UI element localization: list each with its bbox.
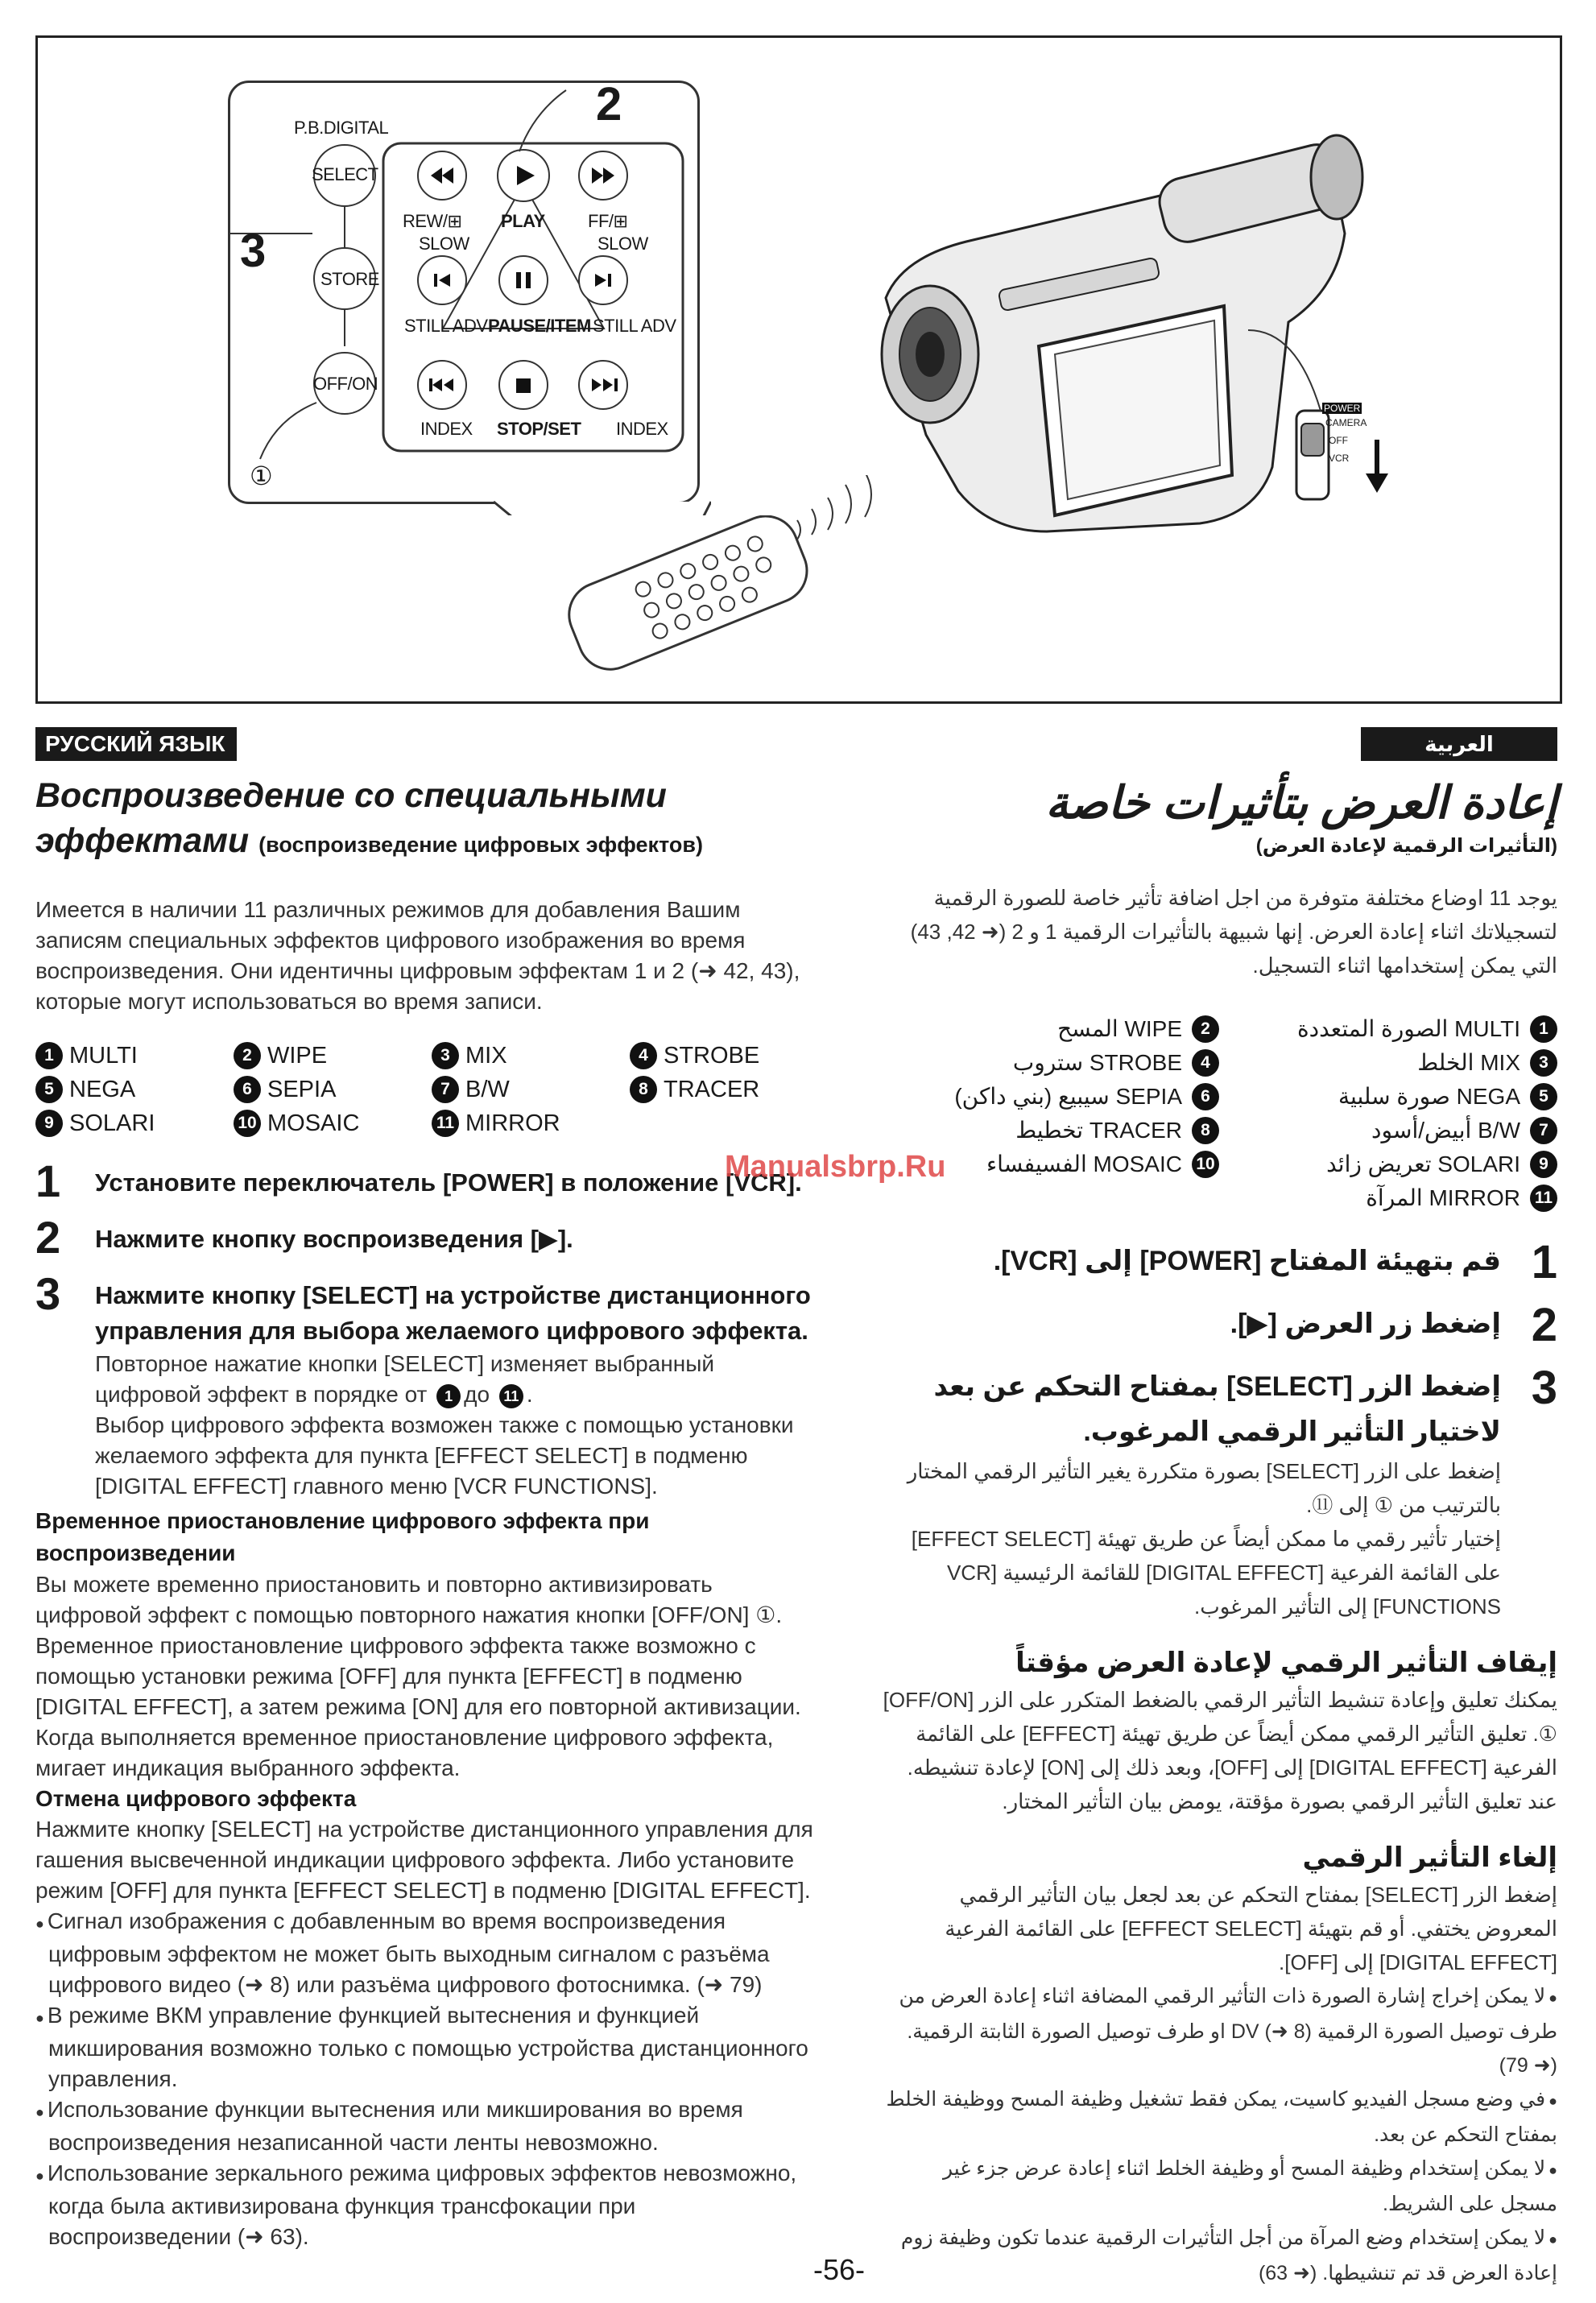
mode-label: STROBE ستروب	[1012, 1050, 1182, 1075]
slow-right-label: SLOW	[597, 234, 648, 254]
mode-number-icon: 4	[630, 1042, 657, 1069]
step-number: 3	[1531, 1362, 1557, 1414]
ar-mode-item	[1219, 1148, 1557, 1180]
mode-label: SOLARI	[69, 1110, 155, 1136]
ar-subtitle: (التأثيرات الرقمية لإعادة العرض)	[1255, 835, 1557, 857]
offon-marker: ①	[250, 461, 273, 490]
mode-label: MIRROR المرآة	[1366, 1185, 1520, 1210]
ar-step-2	[881, 1301, 1557, 1350]
ar-pause-heading: إيقاف التأثير الرقمي لإعادة العرض مؤقتاً	[1015, 1648, 1557, 1678]
mode-number-icon: 5	[1530, 1083, 1557, 1110]
mode-label: SEPIA	[267, 1077, 337, 1102]
ru-step-3	[35, 1268, 818, 1502]
ru-bullet: ● Использование зеркального режима цифровых эффектов невозможно, когда была активизирована функция трансфокации при воспроизведении (➜ 63).	[35, 2158, 818, 2252]
ar-mode-item	[1219, 1081, 1557, 1113]
mode-number-icon: 2	[234, 1042, 261, 1069]
index-left-label: INDEX	[420, 419, 473, 439]
step-number: 3	[35, 1268, 61, 1319]
mode-label: B/W	[465, 1077, 510, 1102]
ar-cancel-heading: إلغاء التأثير الرقمي	[1302, 1842, 1557, 1873]
ar-mode-item	[1219, 1114, 1557, 1147]
ru-bullet: ● В режиме ВКМ управление функцией вытеснения и функцией микширования возможно только с помощью устройства дистанционного управления.	[35, 2000, 818, 2094]
step-number: 1	[1531, 1236, 1557, 1288]
mode-label: MIX	[465, 1043, 507, 1069]
mode-label: MIRROR	[465, 1110, 560, 1136]
ru-mode-item	[35, 1040, 234, 1072]
switch-power-label: POWER	[1324, 403, 1361, 414]
ru-title-line2	[35, 818, 818, 867]
ar-cancel-text: إضغط الزر [SELECT] بمفتاح التحكم عن بعد لجعل بيان التأثير الرقمي المعروض يختفي. أو قم بتهيئة [EFFECT SELECT] على القائمة الفرعية [DIGITAL EFFECT] إلى [OFF].	[945, 1883, 1557, 1974]
switch-off-label: OFF	[1329, 435, 1348, 446]
mode-number-icon: 8	[1192, 1117, 1219, 1144]
ru-mode-item	[432, 1073, 630, 1106]
ar-intro: يوجد 11 اوضاع مختلفة متوفرة من اجل اضافة تأثير خاصة للصورة الرقمية لتسجيلاتك اثناء إعادة العرض. إنها شبيهة بالتأثيرات الرقمية 1 و 2 (➜ 42, 43) التي يمكن إستخدامها اثناء التسجيل.	[910, 886, 1557, 978]
mode-label: MOSAIC الفسيفساء	[986, 1152, 1182, 1176]
rew-label: REW/⊞	[403, 211, 462, 231]
callout-2: 2	[596, 78, 622, 130]
mode-number-icon: 9	[35, 1110, 63, 1137]
mode-label: SEPIA سيبيع (بني داكن)	[954, 1084, 1182, 1109]
ru-mode-item	[35, 1107, 234, 1139]
ru-step-3-text: Нажмите кнопку [SELECT] на устройстве дистанционного управления для выбора желаемого цифрового эффекта.	[95, 1281, 811, 1345]
mode-number-icon: 2	[1192, 1015, 1219, 1043]
ar-mode-item	[881, 1114, 1219, 1147]
ar-mode-item	[1219, 1013, 1557, 1045]
ru-title-word: эффектами	[35, 821, 250, 860]
mode-number-icon: 10	[234, 1110, 261, 1137]
mode-label: NEGA صورة سلبية	[1338, 1084, 1520, 1109]
pb-digital-label: P.B.DIGITAL	[294, 118, 389, 138]
ar-mode-item	[881, 1013, 1219, 1045]
ru-mode-item	[234, 1040, 432, 1072]
stop-set-label: STOP/SET	[497, 419, 581, 439]
mode-label: STROBE	[664, 1043, 760, 1069]
mode-number-icon: 1	[35, 1042, 63, 1069]
mode-number-icon: 4	[1192, 1049, 1219, 1077]
ru-bullet: ● Сигнал изображения с добавленным во время воспроизведения цифровым эффектом не может быть выходным сигналом с разъёма цифрового видео (➜ 8) или разъёма цифрового фотоснимка. (➜ 79)	[35, 1906, 818, 2000]
watermark: Manualsbrp.Ru	[725, 1150, 946, 1184]
still-adv-right-label: STILL ADV	[593, 316, 676, 336]
ar-bullet: ● في وضع مسجل الفيديو كاسيت، يمكن فقط تشغيل وظيفة المسح ووظيفة الخلط بمفتاح التحكم عن بعد.	[881, 2082, 1557, 2152]
mode-label: MIX الخلط	[1417, 1050, 1520, 1075]
ru-cancel-heading: Отмена цифрового эффекта	[35, 1786, 357, 1811]
mode-number-icon: 5	[35, 1076, 63, 1103]
switch-leader-line	[1240, 322, 1329, 435]
ru-cancel-text: Нажмите кнопку [SELECT] на устройстве дистанционного управления для гашения высвеченной индикации цифрового эффекта. Либо установите режим [OFF] для пункта [EFFECT SELECT] в подменю [DIGITAL EFFECT].	[35, 1817, 813, 1903]
index-right-label: INDEX	[616, 419, 668, 439]
remote-panel-drawing	[228, 81, 711, 515]
mode-number-icon: 9	[1530, 1151, 1557, 1178]
ar-step-1	[881, 1238, 1557, 1287]
language-tag-arabic: العربية	[1361, 727, 1557, 761]
ar-step-3	[881, 1364, 1557, 1623]
note-text: Повторное нажатие кнопки [SELECT] изменяет выбранный цифровой эффект в порядке от	[95, 1351, 714, 1407]
mode-number-icon: 1	[1530, 1015, 1557, 1043]
arabic-column	[881, 773, 1557, 2290]
mode-label: MULTI	[69, 1043, 138, 1069]
mode-label: SOLARI تعريض زائد	[1326, 1152, 1520, 1176]
play-label: PLAY	[501, 211, 545, 231]
mode-label: TRACER	[664, 1077, 760, 1102]
callout-3: 3	[240, 225, 267, 277]
ar-mode-item	[881, 1047, 1219, 1079]
ar-pause-text: يمكنك تعليق وإعادة تنشيط التأثير الرقمي بالضغط المتكرر على الزر [OFF/ON] ①. تعليق التأثير الرقمي ممكن أيضاً عن طريق تهيئة [EFFECT] على القائمة الفرعية [DIGITAL EFFECT] إلى [OFF]، وبعد ذلك إلى [ON] لإعادة تنشيطه. عند تعليق التأثير الرقمي بصورة مؤقتة، يومض بيان التأثير المختار.	[883, 1688, 1557, 1813]
mode-number-icon: 7	[432, 1076, 459, 1103]
step-number: 2	[1531, 1299, 1557, 1351]
ru-mode-item	[432, 1107, 630, 1139]
ru-mode-item	[630, 1073, 828, 1106]
ff-label: FF/⊞	[588, 211, 628, 231]
ru-pause-text: Вы можете временно приостановить и повторно активизировать цифровой эффект с помощью повторного нажатия кнопки [OFF/ON] ①. Временное приостановление цифрового эффекта также возможно с помощью установки режима [OFF] для пункта [EFFECT] в подменю [DIGITAL EFFECT], а затем режима [ON] для его повторной активизации. Когда выполняется временное приостановление цифрового эффекта, мигает индикация выбранного эффекта.	[35, 1572, 801, 1780]
mode-number-icon: 3	[1530, 1049, 1557, 1077]
mode-number-icon: 7	[1530, 1117, 1557, 1144]
ru-mode-list	[35, 1040, 818, 1139]
ar-step-3-note-1: إضغط على الزر [SELECT] بصورة متكررة يغير التأثير الرقمي المختار بالترتيب من ① إلى ⑪.	[907, 1459, 1501, 1517]
ar-mode-item	[1219, 1182, 1557, 1214]
mode-number-icon: 3	[432, 1042, 459, 1069]
ru-mode-item	[432, 1040, 630, 1072]
still-adv-left-label: STILL ADV	[404, 316, 488, 336]
ru-step-1	[35, 1156, 818, 1206]
ru-intro: Имеется в наличии 11 различных режимов для добавления Вашим записям специальных эффектов цифрового изображения во время воспроизведения. Они идентичны цифровым эффектам 1 и 2 (➜ 42, 43), которые могут использоваться во время записи.	[35, 897, 800, 1014]
select-label: SELECT	[312, 164, 378, 184]
ru-pause-heading: Временное приостановление цифрового эффекта при воспроизведении	[35, 1508, 650, 1565]
offon-label: OFF/ON	[313, 374, 378, 394]
ru-step-3-note-1: Повторное нажатие кнопки [SELECT] изменяет выбранный цифровой эффект в порядке от 1 до 11 .	[95, 1351, 714, 1407]
ar-mode-list	[881, 1013, 1557, 1214]
step-number: 1	[35, 1156, 61, 1206]
ar-bullet: ● لا يمكن إخراج إشارة الصورة ذات التأثير الرقمي المضافة اثناء إعادة العرض من طرف توصيل الصورة الرقمية DV (➜ 8) او طرف توصيل الصورة الثابتة الرقمية. (➜ 79)	[881, 1979, 1557, 2082]
ru-mode-item	[234, 1107, 432, 1139]
ru-step-1-text: Установите переключатель [POWER] в положение [VCR].	[95, 1168, 802, 1197]
mode-number-icon: 6	[1192, 1083, 1219, 1110]
down-arrow-icon	[1361, 435, 1393, 499]
ar-bullet: ● لا يمكن إستخدام وضع المرآة من أجل التأثيرات الرقمية عندما تكون وظيفة زوم إعادة العرض قد تم تنشيطها. (➜ 63)	[881, 2221, 1557, 2290]
page-number: -56-	[813, 2253, 866, 2286]
mode-label: B/W أبيض/أسود	[1371, 1118, 1520, 1143]
ru-mode-item	[35, 1073, 234, 1106]
number-11-icon: 11	[499, 1384, 523, 1408]
ru-bullet: ● Использование функции вытеснения или микширования во время воспроизведения незаписанной части ленты невозможно.	[35, 2094, 818, 2158]
mode-number-icon: 10	[1192, 1151, 1219, 1178]
russian-column	[35, 773, 818, 2252]
mode-label: MULTI الصورة المتعددة	[1296, 1016, 1520, 1041]
mode-label: WIPE	[267, 1043, 328, 1069]
switch-camera-label: CAMERA	[1325, 417, 1367, 428]
mode-number-icon: 11	[1530, 1185, 1557, 1212]
language-tag-russian: РУССКИЙ ЯЗЫК	[35, 727, 237, 761]
mode-label: WIPE المسح	[1057, 1016, 1182, 1041]
note-text: до	[464, 1382, 490, 1407]
mode-label: TRACER تخطيط	[1015, 1118, 1182, 1143]
ru-step-2	[35, 1212, 818, 1263]
remote-control-illustration	[556, 515, 829, 693]
mode-number-icon: 11	[432, 1110, 459, 1137]
store-label: STORE	[320, 269, 379, 289]
ar-step-3-note-2: إختيار تأثير رقمي ما ممكن أيضاً عن طريق تهيئة [EFFECT SELECT] على القائمة الفرعية [DIGITAL EFFECT] للقائمة الرئيسية [VCR FUNCTIONS] إلى التأثير المرغوب.	[911, 1527, 1501, 1619]
ar-bullet: ● لا يمكن إستخدام وظيفة المسح أو وظيفة الخلط اثناء إعادة عرض جزء غير مسجل على الشريط.	[881, 2152, 1557, 2221]
step-number: 2	[35, 1212, 61, 1263]
ar-step-3-text: إضغط الزر [SELECT] بمفتاح التحكم عن بعد لاختيار التأثير الرقمي المرغوب.	[933, 1371, 1501, 1447]
slow-left-label: SLOW	[419, 234, 469, 254]
ar-step-2-text: إضغط زر العرض [▶].	[1230, 1309, 1501, 1339]
ar-mode-item	[1219, 1047, 1557, 1079]
ru-title-line1: Воспроизведение со специальными	[35, 776, 667, 815]
pause-item-label: PAUSE/ITEM	[488, 316, 591, 336]
mode-label: NEGA	[69, 1077, 136, 1102]
ar-step-1-text: قم بتهيئة المفتاح [POWER] إلى [VCR].	[993, 1246, 1501, 1276]
mode-number-icon: 8	[630, 1076, 657, 1103]
switch-vcr-label: VCR	[1329, 453, 1350, 464]
ru-mode-item	[630, 1040, 828, 1072]
ru-step-2-text: Нажмите кнопку воспроизведения [▶].	[95, 1225, 573, 1253]
mode-number-icon: 6	[234, 1076, 261, 1103]
ar-title: إعادة العرض بتأثيرات خاصة	[1045, 777, 1557, 828]
ar-mode-item	[881, 1081, 1219, 1113]
ru-step-3-note-2: Выбор цифрового эффекта возможен также с помощью установки желаемого эффекта для пункта [EFFECT SELECT] в подменю [DIGITAL EFFECT] главного меню [VCR FUNCTIONS].	[95, 1412, 794, 1499]
ru-mode-item	[234, 1073, 432, 1106]
mode-label: MOSAIC	[267, 1110, 360, 1136]
number-1-icon: 1	[436, 1384, 461, 1408]
ru-subtitle: (воспроизведение цифровых эффектов)	[258, 833, 703, 857]
